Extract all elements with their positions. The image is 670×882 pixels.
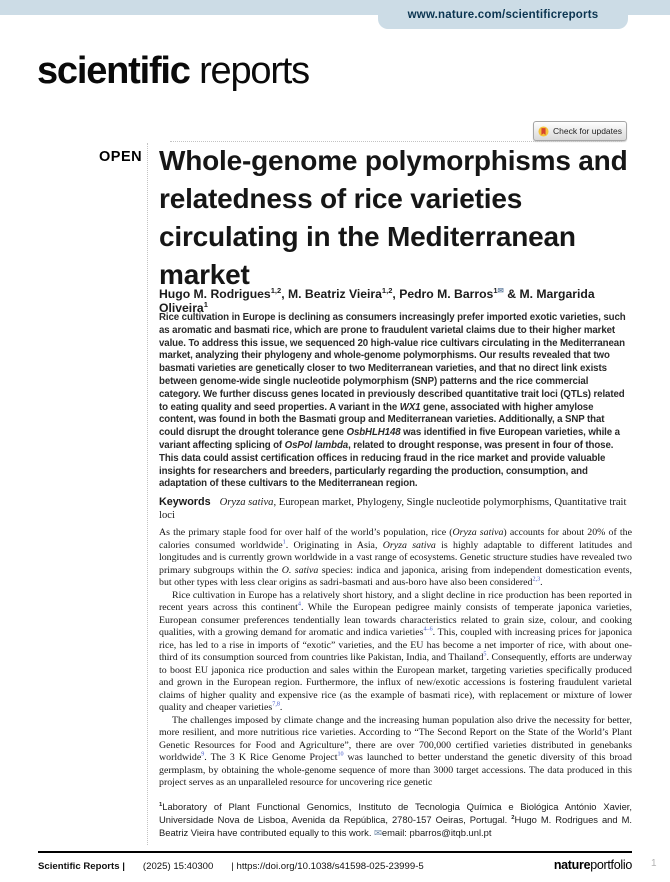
open-access-label: OPEN (99, 149, 143, 165)
vertical-dotted-divider (147, 143, 148, 845)
logo-word-reports: reports (199, 50, 309, 92)
keywords-label: Keywords (159, 496, 211, 508)
body-paragraph: As the primary staple food for over half of the world’s population, rice (Oryza sativa) accounts for about 20% of the calories consumed worldwide$^1$. Originating in Asia, Oryza sativa is highly adaptable to different latitudes and longitudes and is currently grown worldwide in a vast range of ecosystems. Genetic structure studies have revealed two primary subgroups within the O. sativa species: indica and japonica, arising from independent domestication events, but other types with less clear origins as sadri-basmati and aus-boro have also been considered$^{2,3}$. (159, 527, 632, 588)
check-for-updates-label: Check for updates (553, 126, 622, 136)
nature-portfolio-logo (554, 858, 632, 872)
journal-logo (37, 50, 309, 93)
logo-word-scientific: scientific (37, 50, 190, 92)
body-paragraph: The challenges imposed by climate change and the increasing human population also drive the necessity for better, more resilient, and more nutritious rice varieties. According to “The Second Report on the State of the World’s Plant Genetic Resources for Food and Agriculture”, there are over 700,000 certified varieties distributed in genebanks worldwide$^9$. The 3 K Rice Genome Project$^{10}$ was launched to better understand the genetic diversity of this broad germplasm, by obtaining the whole-genome sequence of more than 3000 target accessions. The data produced in this project serves as an unparalleled resource for uncovering rice genetic (159, 714, 632, 788)
check-for-updates-button[interactable] (533, 121, 627, 141)
brand-word-nature: nature (553, 858, 591, 872)
journal-url-tab[interactable] (378, 0, 628, 29)
keywords-list: Oryza sativa, European market, Phylogeny, Single nucleotide polymorphisms, Quantitative trait loci (159, 497, 627, 521)
article-title: Whole-genome polymorphisms and relatedness of rice varieties circulating in the Mediterranean market (159, 145, 628, 290)
footer-rule (38, 851, 632, 853)
journal-url: www.nature.com/scientificreports (407, 8, 599, 21)
affiliation-note: $^1$Laboratory of Plant Functional Genomics, Instituto de Tecnologia Química e Biológica António Xavier, Universidade Nova de Lisboa, Avenida da República, 2780-157 Oeiras, Portugal. $^2$Hugo M. Rodrigues and M. Beatriz Vieira have contributed equally to this work. ✉email: pbarros@itqb.unl.pt (159, 801, 632, 838)
brand-word-portfolio: portfolio (590, 858, 632, 872)
page-number: 1 (651, 858, 657, 869)
authors-line: Hugo M. Rodrigues$^{1,2}$, M. Beatriz Vieira$^{1,2}$, Pedro M. Barros$^{1✉}$ & M. Margarida Oliveira$^1$ (159, 285, 595, 315)
footer-issue: (2025) 15:40300 (142, 861, 214, 872)
crossmark-icon (538, 126, 549, 137)
abstract-text: Rice cultivation in Europe is declining as consumers increasingly prefer imported exotic varieties, such as aromatic and basmati rice, which are prone to fraudulent varietal claims due to their higher market value. To address this issue, we sequenced 20 high-value rice cultivars circulating in the Mediterranean market, analyzing their phylogeny and whole-genome polymorphisms. Our results revealed that two basmati varieties are genetically closer to two Mediterranean varieties, and that no direct link exists between genome-wide single nucleotide polymorphism (SNP) patterns and the rice commercial category. We further discuss genes located in previously described quantitative trait loci (QTLs) related to eating quality and seed properties. A variant in the WX1 gene, associated with higher amylose content, was found in both the Basmati group and Mediterranean varieties. Additionally, a SNP that could disrupt the drought tolerance gene OsbHLH148 was identified in five European varieties, while a variant affecting splicing of OsPol lambda, related to drought response, was present in four of those. This data could assist certification offices in reducing fraud in the rice market and provide valuable insights for researchers and breeders, particularly regarding the production, consumption, and adaptation of these cultivars to the Mediterranean region. (159, 312, 626, 490)
article-body (159, 527, 632, 790)
body-paragraph: Rice cultivation in Europe has a relatively short history, and a slight decline in rice production has been reported in recent years across this continent$^4$. While the European pedigree mainly consists of temperate japonica varieties, European consumer preferences tendentially lean towards characteristics related to grain size, colour, and cooking qualities, with a growing demand for aromatic and indica varieties$^{4-6}$. This, coupled with increasing prices for japonica rice, has led to a rise in imports of “exotic” varieties, and the EU has become a net importer of rice, with about one-third of its consumption sourced from countries like Pakistan, India, and Thailand$^5$. Consequently, efforts are underway to boost EU japonica rice production and sales within the European market, targeting varieties specifically produced and grown in the European region. Furthermore, the influx of new/exotic accessions is fostering fraudulent varietal claims of higher quality and expensive rice (as the example of basmati rice), with replacement or mixture of lower quality and cheaper varieties$^{7,8}$. (159, 589, 632, 713)
keywords-line (159, 496, 631, 522)
footer-doi-link[interactable]: | https://doi.org/10.1038/s41598-025-23999-5 (231, 861, 424, 872)
footer-journal-name: Scientific Reports | (38, 861, 125, 872)
footer-bar (38, 858, 632, 872)
